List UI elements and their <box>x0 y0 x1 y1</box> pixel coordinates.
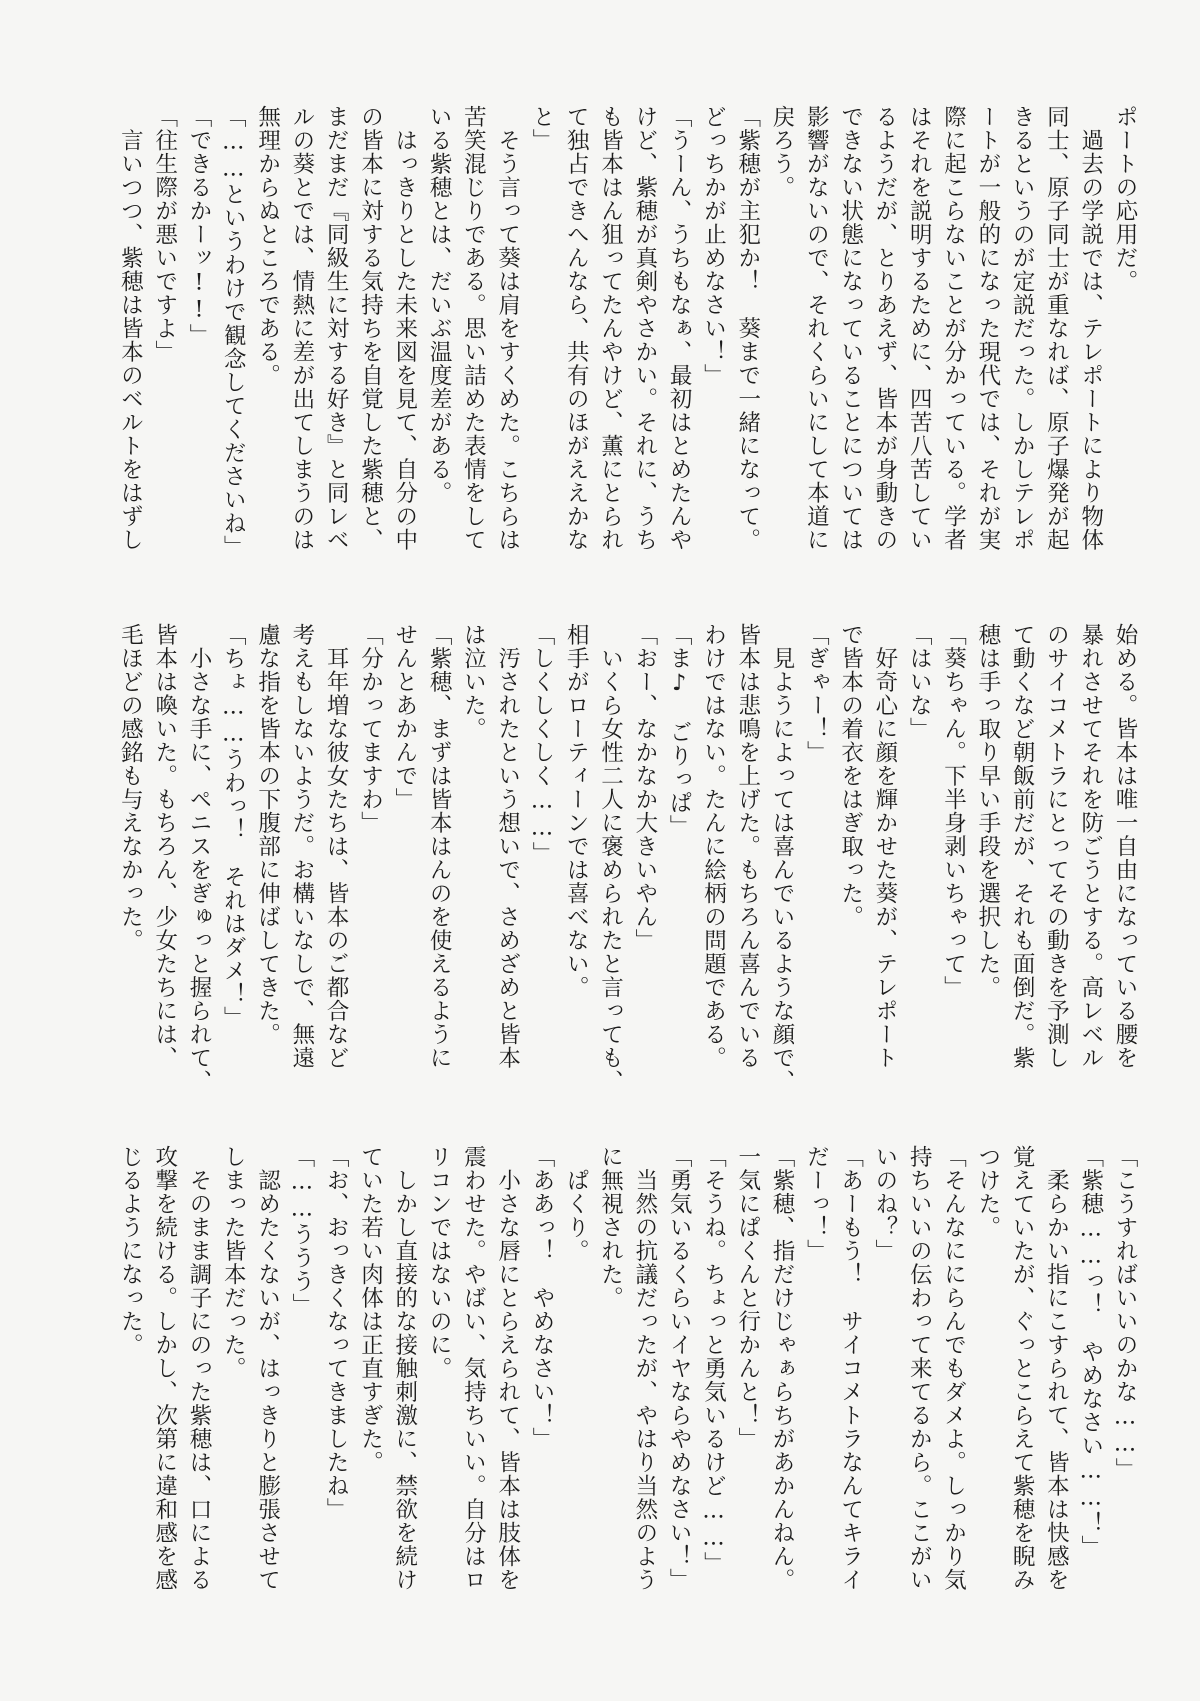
text-column: 考えもしないようだ。お構いなしで、無遠 <box>288 623 315 1070</box>
text-column: 慮な指を皆本の下腹部に伸ばしてきた。 <box>254 623 281 1046</box>
text-column: 覚えていたが、ぐっとこらえて紫穂を睨み <box>1009 1145 1036 1592</box>
text-column: 「うーん、うちもなぁ、最初はとめたんや <box>666 105 693 552</box>
text-column: 「ま♪ ごりっぱ」 <box>666 623 693 838</box>
text-column: いる紫穂とは、だいぶ温度差がある。 <box>426 105 453 505</box>
text-column: 小さな手に、ペニスをぎゅっと握られて、 <box>185 623 212 1093</box>
text-column: 見ようによっては喜んでいるような顔で、 <box>769 623 796 1093</box>
text-column: つけた。 <box>974 1145 1001 1239</box>
text-column: しかし直接的な接触刺激に、禁欲を続け <box>391 1145 418 1592</box>
text-column: 「往生際が悪いですよ」 <box>151 105 178 364</box>
text-column: 攻撃を続ける。しかし、次第に違和感を感 <box>151 1145 178 1592</box>
text-column: いくら女性二人に褒められたと言っても、 <box>597 623 624 1093</box>
text-column: 耳年増な彼女たちは、皆本のご都合など <box>323 623 350 1070</box>
text-column: ルの葵とでは、情熱に差が出てしまうのは <box>288 105 315 552</box>
text-column: 「ちょ……うわっ！ それはダメ！」 <box>220 623 247 1030</box>
text-column: できない状態になっていることについては <box>837 105 864 552</box>
text-column: 「紫穂……っ！ やめなさい……！」 <box>1077 1145 1104 1559</box>
text-column: 「……というわけで観念してくださいね」 <box>220 105 247 559</box>
text-column: 皆本は喚いた。もちろん、少女たちには、 <box>151 623 178 1070</box>
text-column: そう言って葵は肩をすくめた。こちらは <box>494 105 521 552</box>
text-column: のサイコメトラにとってその動きを予測し <box>1043 623 1070 1070</box>
text-tier-top <box>52 105 1142 615</box>
text-column: 震わせた。やばい、気持ちいい。自分はロ <box>460 1145 487 1592</box>
text-column: 戻ろう。 <box>769 105 796 199</box>
text-column: そのまま調子にのった紫穂は、口による <box>185 1145 212 1592</box>
text-column: 「しくしくしく……」 <box>528 623 555 865</box>
text-column: 過去の学説では、テレポートにより物体 <box>1077 105 1104 552</box>
text-column: せんとあかんで」 <box>391 623 418 811</box>
text-column: 相手がローティーンでは喜べない。 <box>563 623 590 999</box>
text-column: 言いつつ、紫穂は皆本のベルトをはずし <box>117 105 144 552</box>
text-column: リコンではないのに。 <box>426 1145 453 1380</box>
text-column: 毛ほどの感銘も与えなかった。 <box>117 623 144 952</box>
text-column: の皆本に対する気持ちを自覚した紫穂と、 <box>357 105 384 552</box>
text-column: 認めたくないが、はっきりと膨張させて <box>254 1145 281 1592</box>
text-column: 始める。皆本は唯一自由になっている腰を <box>1112 623 1138 1070</box>
text-column: きるというのが定説だった。しかしテレポ <box>1009 105 1036 552</box>
text-column: 好奇心に顔を輝かせた葵が、テレポート <box>871 623 898 1070</box>
text-column: わけではない。たんに絵柄の問題である。 <box>700 623 727 1070</box>
text-column: 柔らかい指にこすられて、皆本は快感を <box>1043 1145 1070 1592</box>
text-column: だーっ！」 <box>803 1145 830 1263</box>
text-column: 皆本は悲鳴を上げた。もちろん喜んでいる <box>734 623 761 1070</box>
text-column: 「葵ちゃん。下半身剥いちゃって」 <box>940 623 967 999</box>
text-column: 「あーもう！ サイコメトラなんてキライ <box>837 1145 864 1592</box>
text-column: 一気にぱくんと行かんと！」 <box>734 1145 761 1451</box>
text-column: 「そんなににらんでもダメよ。しっかり気 <box>940 1145 967 1592</box>
text-column: ぱくり。 <box>563 1145 590 1263</box>
text-column: で皆本の着衣をはぎ取った。 <box>837 623 864 929</box>
text-column: 「紫穂、指だけじゃぁらちがあかんねん。 <box>769 1145 796 1592</box>
text-column: 「勇気いるくらいイヤならやめなさい！」 <box>666 1145 693 1592</box>
text-column: けど、紫穂が真剣やさかい。それに、うち <box>631 105 658 552</box>
text-column: 「ぎゃー！」 <box>803 623 830 764</box>
text-column: 「お、おっきくなってきましたね」 <box>323 1145 350 1521</box>
text-column: 「ああっ！ やめなさい！」 <box>528 1145 555 1451</box>
text-column: 「はいな」 <box>906 623 933 741</box>
text-column: じるようになった。 <box>117 1145 144 1357</box>
text-column: はそれを説明するために、四苦八苦してい <box>906 105 933 552</box>
text-column: 当然の抗議だったが、やはり当然のよう <box>631 1145 658 1592</box>
text-column: に無視された。 <box>597 1145 624 1310</box>
text-column: は泣いた。 <box>460 623 487 741</box>
text-column: 暴れさせてそれを防ごうとする。高レベル <box>1077 623 1104 1070</box>
text-column: 無理からぬところである。 <box>254 105 281 387</box>
text-column: 「こうすればいいのかな……」 <box>1112 1145 1138 1481</box>
text-column: しまった皆本だった。 <box>220 1145 247 1380</box>
text-column: て動くなど朝飯前だが、それも面倒だ。紫 <box>1009 623 1036 1070</box>
text-column: どっちかが止めなさい！」 <box>700 105 727 387</box>
text-column: 「紫穂、まずは皆本はんのを使えるように <box>426 623 453 1070</box>
text-column: はっきりとした未来図を見て、自分の中 <box>391 105 418 552</box>
text-column: ートが一般的になった現代では、それが実 <box>974 105 1001 552</box>
text-column: 影響がないので、それくらいにして本道に <box>803 105 830 552</box>
text-column: いのね？」 <box>871 1145 898 1263</box>
text-column: 際に起こらないことが分かっている。学者 <box>940 105 967 552</box>
text-column: るようだが、とりあえず、皆本が身動きの <box>871 105 898 552</box>
text-column: 「分かってますわ」 <box>357 623 384 835</box>
text-column: 「……ううう」 <box>288 1145 315 1317</box>
text-tier-bottom <box>52 1145 1142 1615</box>
text-column: 「できるかーッ!!」 <box>185 105 212 347</box>
text-column: 持ちいいの伝わって来てるから。ここがい <box>906 1145 933 1592</box>
text-column: 「紫穂が主犯か！ 葵まで一緒になって。 <box>734 105 761 552</box>
text-column: まだまだ『同級生に対する好き』と同レベ <box>323 105 350 552</box>
text-column: 小さな唇にとらえられて、皆本は肢体を <box>494 1145 521 1592</box>
text-column: 汚されたという想いで、さめざめと皆本 <box>494 623 521 1070</box>
text-column: 同士、原子同士が重なれば、原子爆発が起 <box>1043 105 1070 552</box>
text-column: 「そうね。ちょっと勇気いるけど……」 <box>700 1145 727 1575</box>
text-tier-middle <box>52 623 1142 1093</box>
text-column: と」 <box>528 105 555 152</box>
text-column: も皆本はん狙ってたんやけど、薫にとられ <box>597 105 624 552</box>
text-column: て独占できへんなら、共有のほがええかな <box>563 105 590 552</box>
text-column: 穂は手っ取り早い手段を選択した。 <box>974 623 1001 999</box>
text-column: ていた若い肉体は正直すぎた。 <box>357 1145 384 1474</box>
text-column: 「おー、なかなか大きいやん」 <box>631 623 658 952</box>
text-column: ポートの応用だ。 <box>1112 105 1138 293</box>
text-column: 苦笑混じりである。思い詰めた表情をして <box>460 105 487 552</box>
